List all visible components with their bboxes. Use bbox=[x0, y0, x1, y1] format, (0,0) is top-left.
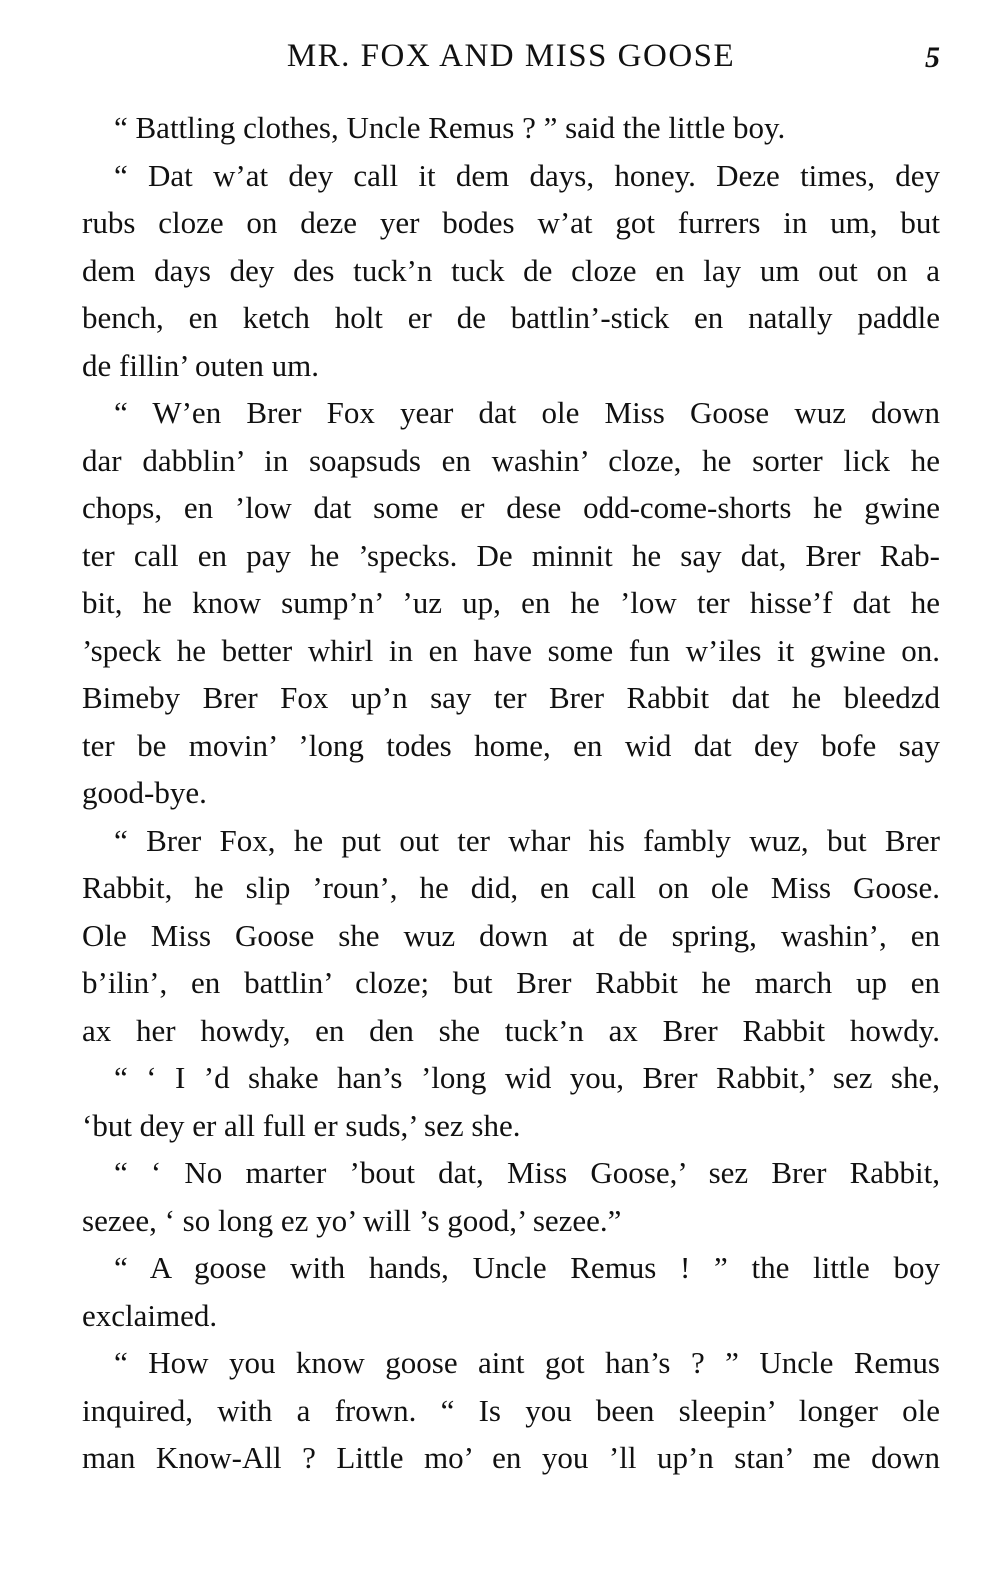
text-line: Rabbit, he slip ’roun’, he did, en call on ole Miss Goose. bbox=[82, 870, 940, 905]
paragraph bbox=[82, 152, 940, 390]
text-line: “ A goose with hands, Uncle Remus ! ” the little boy bbox=[114, 1250, 940, 1285]
text-line: “ ‘ No marter ’bout dat, Miss Goose,’ sez Brer Rabbit, bbox=[114, 1155, 940, 1190]
paragraph bbox=[82, 1054, 940, 1149]
running-header bbox=[82, 34, 940, 78]
text-line: ‘but dey er all full er suds,’ sez she. bbox=[82, 1107, 521, 1143]
page-number: 5 bbox=[925, 41, 940, 74]
text-line: “ How you know goose aint got han’s ? ” Uncle Remus bbox=[114, 1345, 940, 1380]
text-line: Ole Miss Goose she wuz down at de spring, washin’, en bbox=[82, 917, 940, 953]
text-line: “ Battling clothes, Uncle Remus ? ” said the little boy. bbox=[114, 110, 786, 145]
text-line: b’ilin’, en battlin’ cloze; but Brer Rabbit he march up en bbox=[82, 965, 940, 1000]
text-line: “ Brer Fox, he put out ter whar his fambly wuz, but Brer bbox=[114, 822, 940, 858]
text-line: ter be movin’ ’long todes home, en wid dat dey bofe say bbox=[82, 727, 940, 763]
text-line: de fillin’ outen um. bbox=[82, 347, 320, 383]
text-line: Bimeby Brer Fox up’n say ter Brer Rabbit dat he bleedzd bbox=[82, 680, 940, 715]
text-line: chops, en ’low dat some er dese odd-come-shorts he gwine bbox=[82, 490, 940, 525]
text-line: rubs cloze on deze yer bodes w’at got furrers in um, but bbox=[82, 205, 940, 240]
text-line: dem days dey des tuck’n tuck de cloze en lay um out on a bbox=[82, 252, 940, 288]
text-line: man Know-All ? Little mo’ en you ’ll up’n stan’ me down bbox=[82, 1440, 940, 1475]
chapter-title: MR. FOX AND MISS GOOSE bbox=[286, 38, 736, 74]
text-line: inquired, with a frown. “ Is you been sleepin’ longer ole bbox=[82, 1392, 940, 1428]
paragraph bbox=[82, 1244, 940, 1339]
paragraph bbox=[82, 1149, 940, 1244]
paragraph bbox=[82, 104, 940, 152]
text-line: “ W’en Brer Fox year dat ole Miss Goose wuz down bbox=[114, 395, 940, 430]
text-line: bench, en ketch holt er de battlin’-stick en natally paddle bbox=[82, 300, 940, 335]
text-line: ’speck he better whirl in en have some fun w’iles it gwine on. bbox=[82, 632, 940, 668]
text-line: ax her howdy, en den she tuck’n ax Brer Rabbit howdy. bbox=[82, 1012, 940, 1048]
body-text bbox=[82, 104, 940, 1482]
text-line: sezee, ‘ so long ez yo’ will ’s good,’ sezee.” bbox=[82, 1202, 622, 1238]
text-line: ter call en pay he ’specks. De minnit he say dat, Brer Rab- bbox=[82, 537, 940, 573]
paragraph bbox=[82, 817, 940, 1055]
paragraph bbox=[82, 1339, 940, 1482]
text-line: exclaimed. bbox=[82, 1297, 218, 1333]
text-line: good-bye. bbox=[82, 775, 207, 810]
text-line: dar dabblin’ in soapsuds en washin’ cloze, he sorter lick he bbox=[82, 442, 940, 478]
paragraph bbox=[82, 389, 940, 817]
text-line: “ ‘ I ’d shake han’s ’long wid you, Brer Rabbit,’ sez she, bbox=[114, 1060, 940, 1095]
text-line: “ Dat w’at dey call it dem days, honey. Deze times, dey bbox=[114, 157, 940, 193]
text-line: bit, he know sump’n’ ’uz up, en he ’low ter hisse’f dat he bbox=[82, 585, 940, 620]
